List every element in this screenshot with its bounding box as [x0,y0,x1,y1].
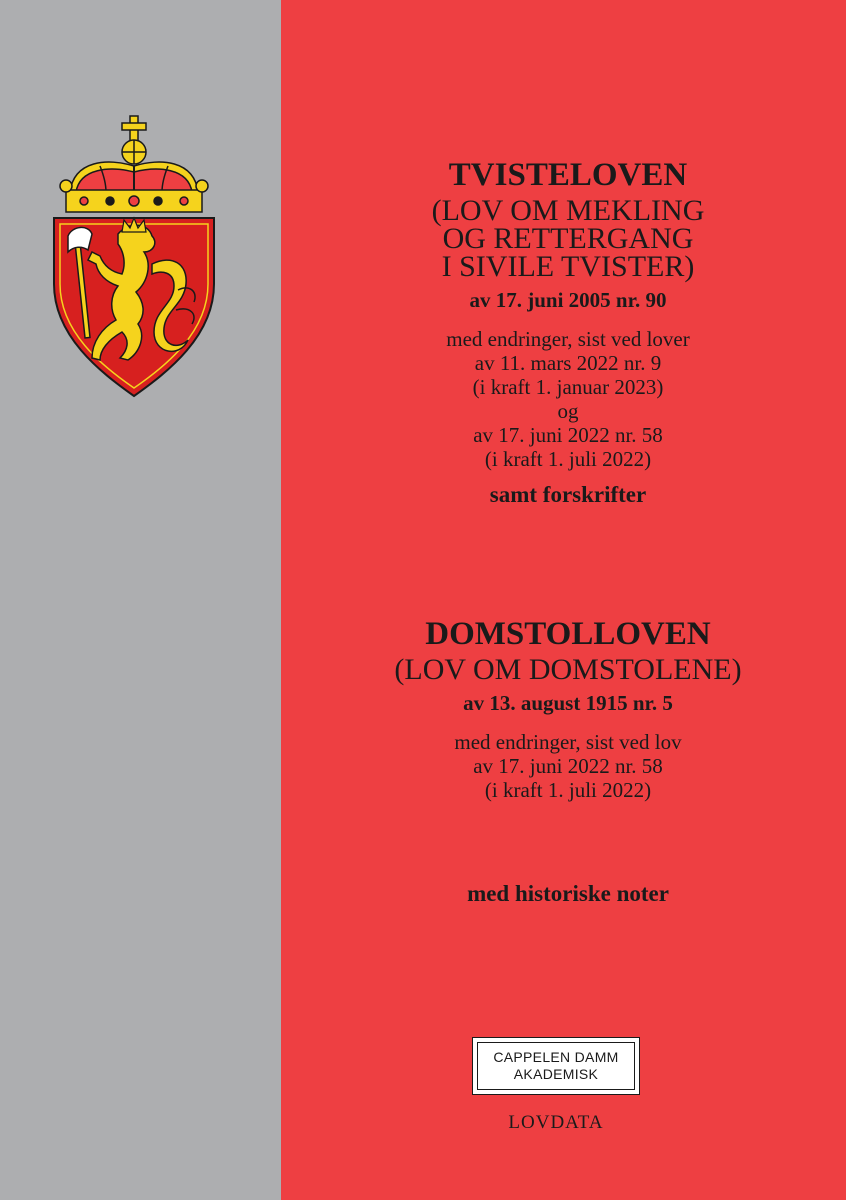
tvisteloven-amendment-line: av 11. mars 2022 nr. 9 [474,351,662,375]
tvisteloven-subtitle-line-3: I SIVILE TVISTER) [441,250,695,283]
domstolloven-title: DOMSTOLLOVEN [425,616,711,652]
tvisteloven-amendment-line: og [557,399,579,423]
tvisteloven-amendment-line: med endringer, sist ved lover [446,327,690,351]
domstolloven-amendment-line: (i kraft 1. juli 2022) [484,778,652,802]
publisher-name-line-1: CAPPELEN DAMM [493,1049,619,1065]
publisher-name-line-2: AKADEMISK [513,1066,599,1082]
domstolloven-amendment-line: av 17. juni 2022 nr. 58 [473,754,663,778]
tvisteloven-subtitle-line-2: OG RETTERGANG [442,222,694,255]
tvisteloven-subtitle-line-1: (LOV OM MEKLING [431,194,705,227]
domstolloven-amendment-line: med endringer, sist ved lov [454,730,682,754]
crown-cross [122,116,146,164]
tvisteloven-amendment-line: av 17. juni 2022 nr. 58 [473,423,663,447]
tvisteloven-section [290,158,846,509]
tvisteloven-title: TVISTELOVEN [448,157,688,193]
tvisteloven-amendment-line: (i kraft 1. januar 2023) [472,375,664,399]
tvisteloven-amendment-line: (i kraft 1. juli 2022) [484,447,652,471]
publisher-logo [472,1037,640,1095]
tvisteloven-extra: samt forskrifter [489,482,647,507]
tvisteloven-date: av 17. juni 2005 nr. 90 [469,288,667,312]
domstolloven-section [290,617,846,802]
domstolloven-date: av 13. august 1915 nr. 5 [463,691,673,715]
historical-notes-label: med historiske noter [467,881,669,906]
imprint-lovdata: LOVDATA [508,1112,604,1133]
notes-section [290,880,846,908]
norwegian-coat-of-arms-icon [48,114,220,398]
crown-arches [70,162,198,192]
domstolloven-subtitle: (LOV OM DOMSTOLENE) [394,653,742,686]
